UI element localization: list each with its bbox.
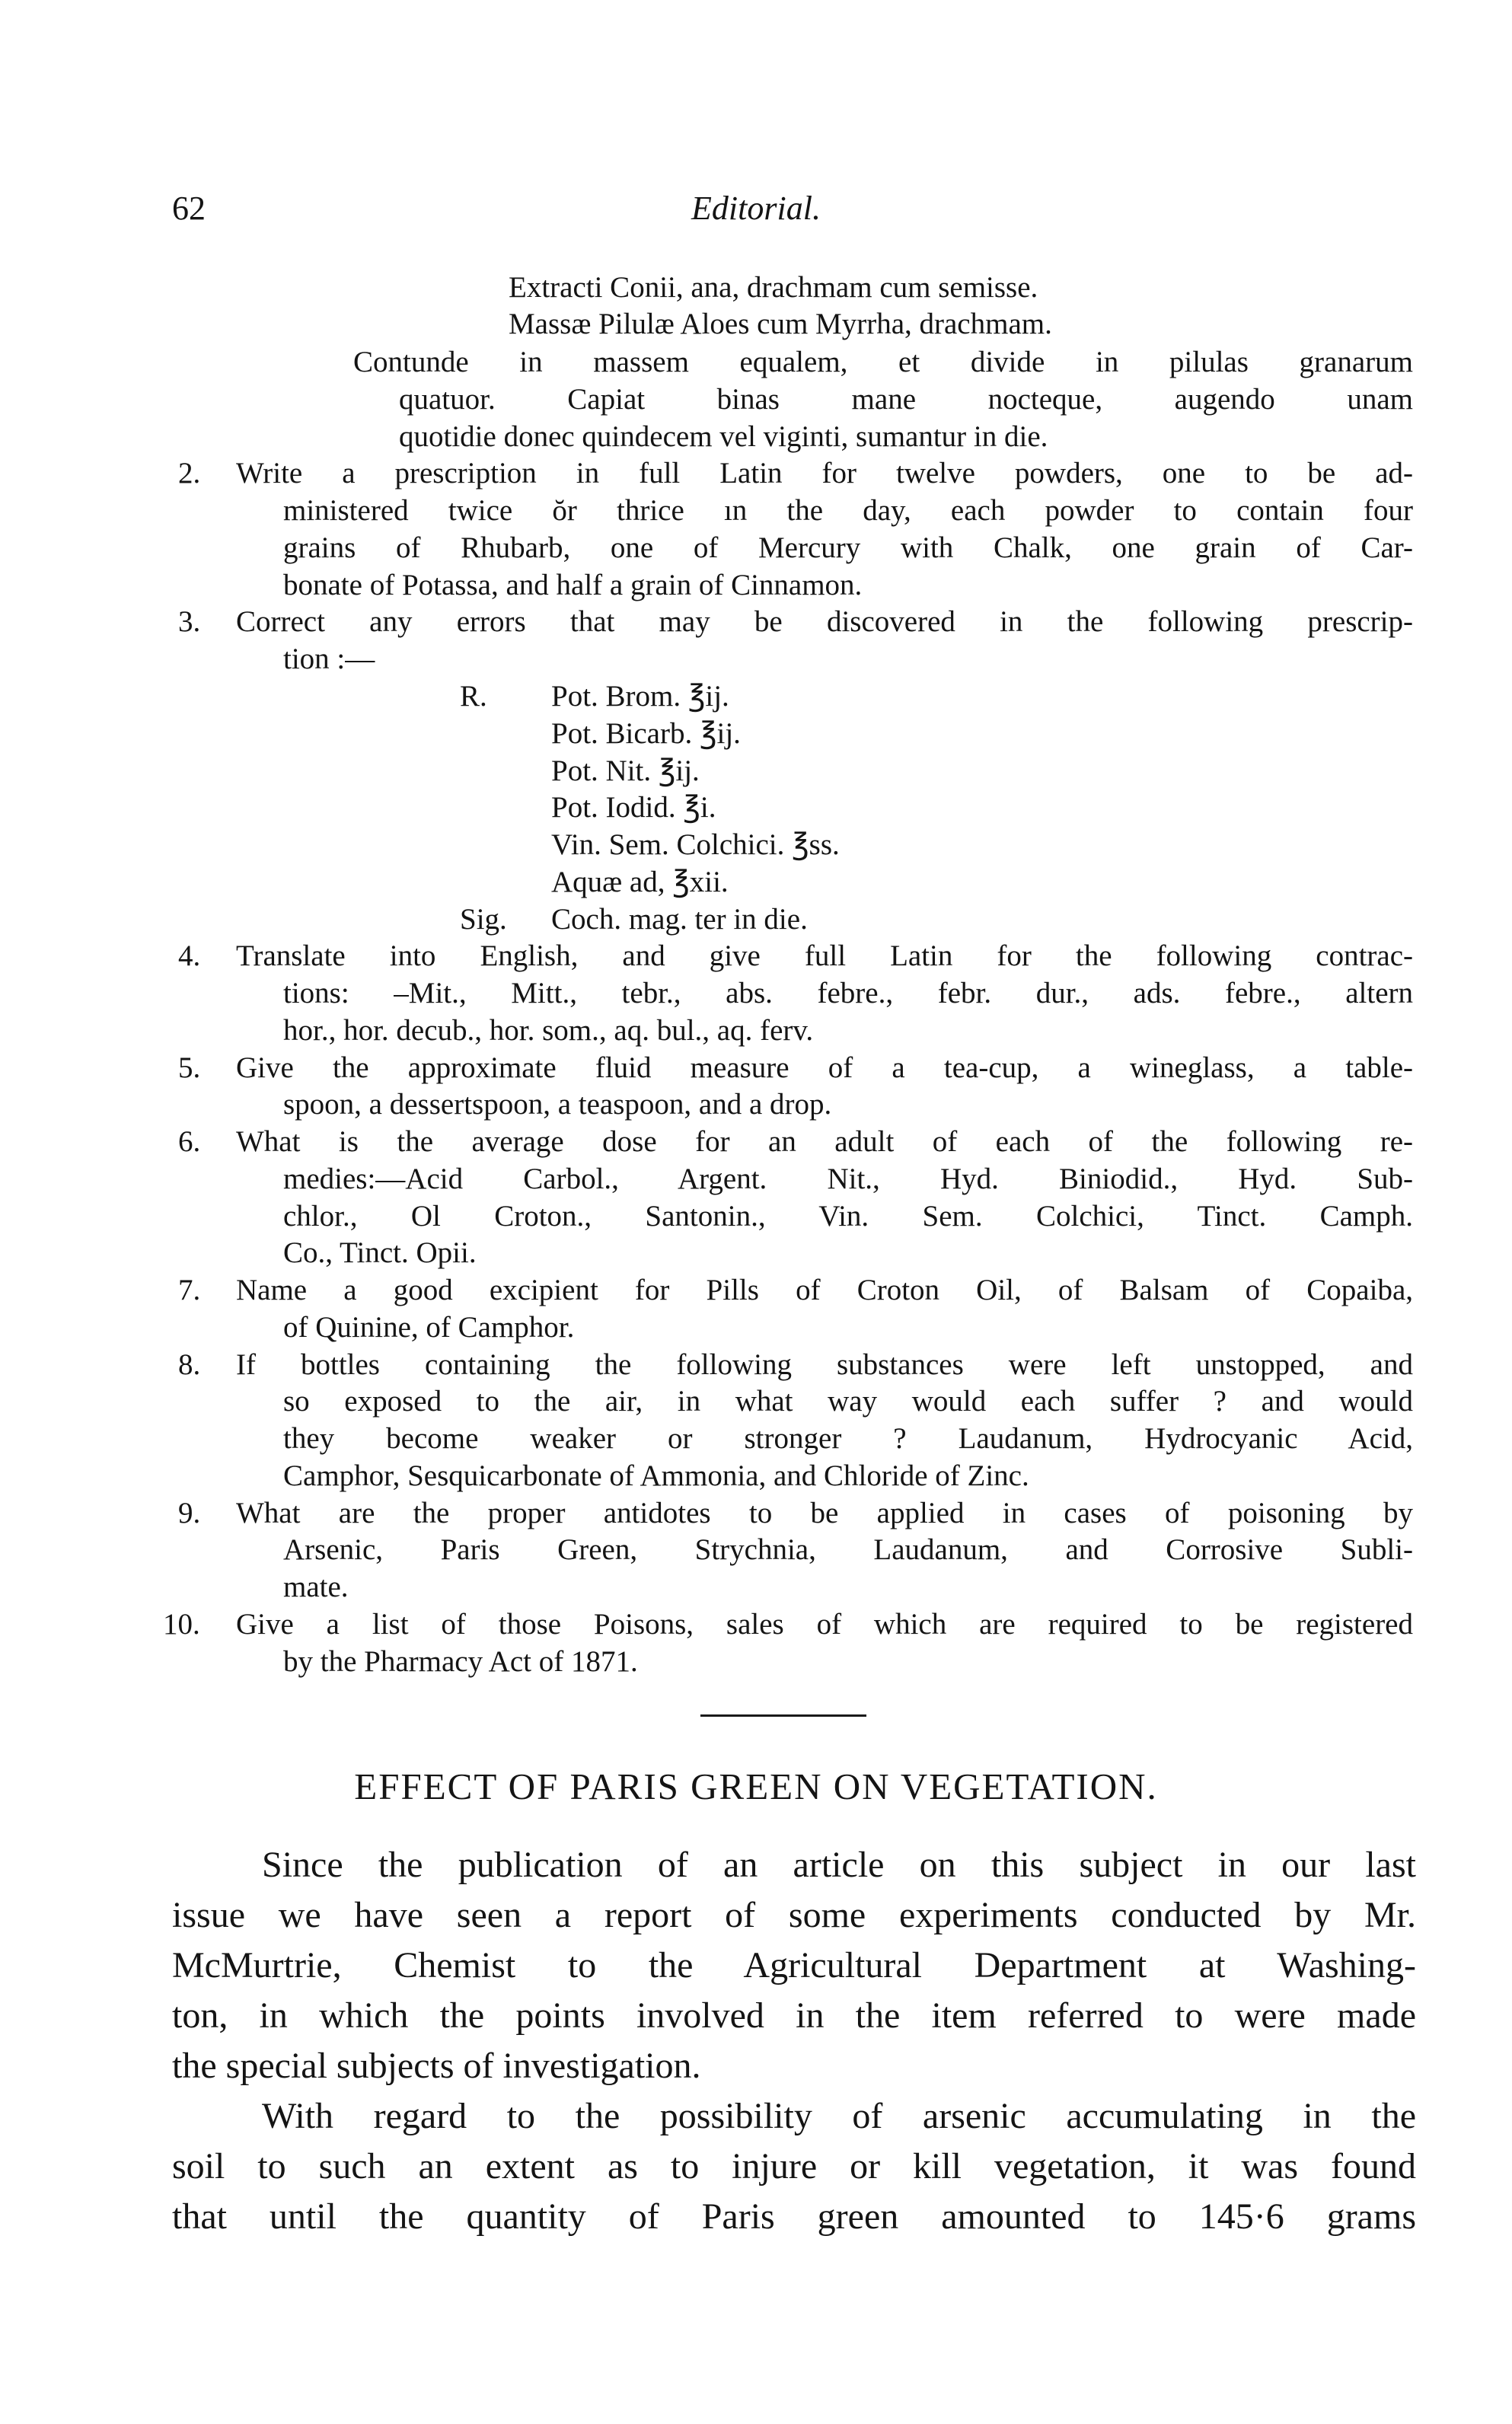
page-number: 62 <box>172 190 206 227</box>
article-line: the special subjects of investigation. <box>172 2046 701 2086</box>
question-line: so exposed to the air, in what way would each suffer ? and would <box>283 1385 1413 1418</box>
question-line: If bottles containing the following substances were left unstopped, and <box>236 1348 1413 1381</box>
question-number: 2. <box>178 457 201 490</box>
question-line: Give the approximate fluid measure of a tea-cup, a wineglass, a table- <box>236 1051 1413 1084</box>
question-number: 3. <box>178 605 201 638</box>
question-line: What is the average dose for an adult of each of the following re- <box>236 1125 1413 1158</box>
recipe-item: Aquæ ad, ℥xii. <box>551 866 729 898</box>
question-line: Name a good excipient for Pills of Croton Oil, of Balsam of Copaiba, <box>236 1274 1413 1306</box>
prescription-line: Massæ Pilulæ Aloes cum Myrrha, drachmam. <box>509 308 1052 340</box>
question-line: tion :— <box>283 643 375 675</box>
question-line: chlor., Ol Croton., Santonin., Vin. Sem. Colchici, Tinct. Camph. <box>283 1200 1413 1233</box>
question-number: 9. <box>178 1497 201 1529</box>
question-line: What are the proper antidotes to be applied in cases of poisoning by <box>236 1497 1413 1529</box>
question-line: tions: –Mit., Mitt., tebr., abs. febre., febr. dur., ads. febre., altern <box>283 977 1413 1009</box>
question-number: 4. <box>178 939 201 972</box>
article-line: ton, in which the points involved in the item referred to were made <box>172 1995 1416 2036</box>
article-line: soil to such an extent as to injure or kill vegetation, it was found <box>172 2146 1416 2186</box>
question-number: 7. <box>178 1274 201 1306</box>
question-line: Camphor, Sesquicarbonate of Ammonia, and Chloride of Zinc. <box>283 1459 1029 1492</box>
recipe-item: Vin. Sem. Colchici. ℥ss. <box>551 828 840 861</box>
question-line: by the Pharmacy Act of 1871. <box>283 1645 638 1678</box>
question-line: bonate of Potassa, and half a grain of Cinnamon. <box>283 569 863 601</box>
article-line: that until the quantity of Paris green amounted to 145·6 grams <box>172 2196 1416 2237</box>
question-line: they become weaker or stronger ? Laudanum, Hydrocyanic Acid, <box>283 1422 1413 1455</box>
prescription-line: Extracti Conii, ana, drachmam cum semisse. <box>509 271 1038 304</box>
running-title: Editorial. <box>691 190 821 227</box>
question-line: hor., hor. decub., hor. som., aq. bul., aq. ferv. <box>283 1014 814 1047</box>
prescription-line: quotidie donec quindecem vel viginti, sumantur in die. <box>399 420 1048 453</box>
question-number: 10. <box>163 1608 200 1641</box>
recipe-item: Pot. Iodid. ℥i. <box>551 791 716 824</box>
article-line: McMurtrie, Chemist to the Agricultural Department at Washing- <box>172 1945 1416 1985</box>
prescription-line: quatuor. Capiat binas mane nocteque, augendo unam <box>399 383 1413 416</box>
recipe-signature: Coch. mag. ter in die. <box>551 903 808 936</box>
question-line: Write a prescription in full Latin for twelve powders, one to be ad- <box>236 457 1413 490</box>
prescription-line: Contunde in massem equalem, et divide in pilulas granarum <box>353 346 1413 378</box>
question-line: Co., Tinct. Opii. <box>283 1236 477 1269</box>
question-line: medies:—Acid Carbol., Argent. Nit., Hyd. Biniodid., Hyd. Sub- <box>283 1163 1413 1195</box>
question-line: spoon, a dessertspoon, a teaspoon, and a drop. <box>283 1088 832 1121</box>
question-line: Give a list of those Poisons, sales of which are required to be registered <box>236 1608 1413 1641</box>
question-line: of Quinine, of Camphor. <box>283 1311 575 1344</box>
recipe-item: Pot. Nit. ℥ij. <box>551 754 700 787</box>
question-number: 6. <box>178 1125 201 1158</box>
question-line: Arsenic, Paris Green, Strychnia, Laudanum, and Corrosive Subli- <box>283 1533 1413 1566</box>
article-line: Since the publication of an article on this subject in our last <box>262 1845 1416 1885</box>
question-number: 8. <box>178 1348 201 1381</box>
question-line: mate. <box>283 1571 349 1603</box>
section-divider <box>700 1714 866 1717</box>
recipe-r-mark: R. <box>460 680 487 713</box>
question-line: grains of Rhubarb, one of Mercury with Chalk, one grain of Car- <box>283 531 1413 564</box>
question-number: 5. <box>178 1051 201 1084</box>
recipe-item: Pot. Brom. ℥ij. <box>551 680 729 713</box>
article-line: issue we have seen a report of some experiments conducted by Mr. <box>172 1895 1416 1935</box>
recipe-item: Pot. Bicarb. ℥ij. <box>551 717 741 750</box>
question-line: Translate into English, and give full Latin for the following contrac- <box>236 939 1413 972</box>
article-title: EFFECT OF PARIS GREEN ON VEGETATION. <box>354 1765 1158 1807</box>
article-line: With regard to the possibility of arsenic accumulating in the <box>262 2096 1416 2136</box>
question-line: Correct any errors that may be discovered in the following prescrip- <box>236 605 1413 638</box>
question-line: ministered twice ŏr thrice ın the day, each powder to contain four <box>283 494 1413 527</box>
recipe-sig-mark: Sig. <box>460 903 507 936</box>
